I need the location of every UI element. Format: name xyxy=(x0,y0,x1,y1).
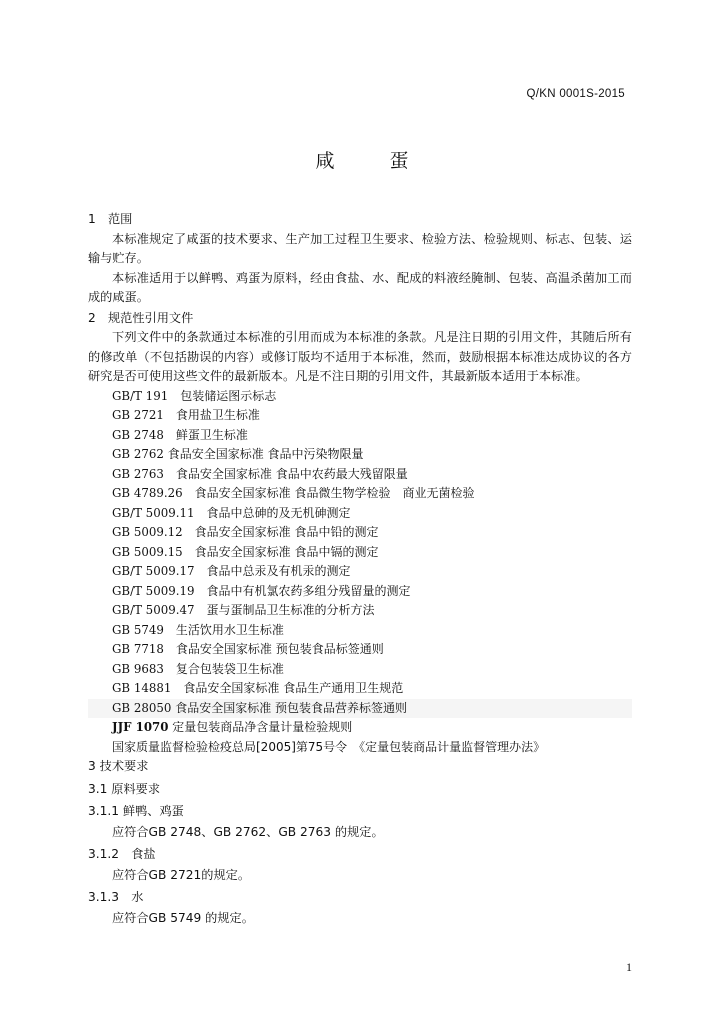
reference-code: GB 2762 xyxy=(112,447,164,461)
reference-item xyxy=(88,504,632,524)
reference-code: GB 14881 xyxy=(112,681,172,695)
references-paragraph: 下列文件中的条款通过本标准的引用而成为本标准的条款。凡是注日期的引用文件，其随后所有的修改单（不包括勘误的内容）或修订版均不适用于本标准，然而，鼓励根据本标准达成协议的各方研究是否可使用这些文件的最新版本。凡是不注日期的引用文件，其最新版本适用于本标准。 xyxy=(88,330,632,383)
reference-title: 食品中总砷的及无机砷测定 xyxy=(194,505,351,520)
reference-item xyxy=(88,523,632,543)
reference-item xyxy=(88,426,632,446)
reference-code: GB 28050 xyxy=(112,700,172,715)
document-title: 咸 蛋 xyxy=(315,150,427,172)
reference-code: GB/T 5009.17 xyxy=(112,564,195,578)
scope-paragraph-1: 本标准规定了咸蛋的技术要求、生产加工过程卫生要求、检验方法、检验规则、标志、包装、运输与贮存。 xyxy=(88,231,632,265)
requirement-water: 应符合GB 5749 的规定。 xyxy=(112,910,254,925)
reference-title: 鲜蛋卫生标准 xyxy=(163,427,248,442)
reference-code: GB 9683 xyxy=(112,661,164,676)
reference-title: 食品中有机氯农药多组分残留量的测定 xyxy=(194,583,411,598)
reference-code: GB/T 191 xyxy=(112,388,169,403)
subsection-heading-water: 3.1.3 水 xyxy=(88,890,144,904)
reference-item xyxy=(88,718,632,738)
requirement-salt: 应符合GB 2721的规定。 xyxy=(112,867,251,882)
reference-title: 国家质量监督检验检疫总局[2005]第75号令 《定量包装商品计量监督管理办法》 xyxy=(112,739,546,754)
reference-code: GB 2721 xyxy=(112,408,164,422)
reference-title: 食品安全国家标准 食品微生物学检验 商业无菌检验 xyxy=(182,486,475,500)
reference-item xyxy=(88,484,632,504)
reference-code: GB 4789.26 xyxy=(112,486,183,500)
page-number: 1 xyxy=(626,960,632,974)
reference-item xyxy=(88,445,632,465)
reference-item xyxy=(88,679,632,699)
reference-title: 蛋与蛋制品卫生标准的分析方法 xyxy=(194,603,375,617)
section-heading-scope: 1 范围 xyxy=(88,212,133,226)
reference-code: JJF 1070 xyxy=(112,720,169,734)
reference-code: GB/T 5009.19 xyxy=(112,583,195,598)
reference-item xyxy=(88,660,632,680)
reference-item xyxy=(88,406,632,426)
reference-item xyxy=(88,387,632,407)
reference-code: GB 2748 xyxy=(112,427,164,442)
document-body xyxy=(88,208,632,928)
reference-item xyxy=(88,543,632,563)
subsection-heading-eggs: 3.1.1 鲜鸭、鸡蛋 xyxy=(88,804,184,818)
reference-code: GB 7718 xyxy=(112,642,164,656)
reference-title: 食品安全国家标准 食品中农药最大残留限量 xyxy=(163,466,408,481)
reference-title: 定量包装商品净含量计量检验规则 xyxy=(168,720,353,734)
reference-item xyxy=(88,562,632,582)
scope-paragraph-2: 本标准适用于以鲜鸭、鸡蛋为原料，经由食盐、水、配成的料液经腌制、包装、高温杀菌加工而成的咸蛋。 xyxy=(88,270,632,304)
reference-title: 食品安全国家标准 食品中铅的测定 xyxy=(182,525,379,539)
subsection-heading-salt: 3.1.2 食盐 xyxy=(88,847,156,861)
reference-title: 生活饮用水卫生标准 xyxy=(163,622,284,637)
reference-code: GB 2763 xyxy=(112,466,164,481)
reference-title: 食品安全国家标准 食品中镉的测定 xyxy=(182,544,379,559)
reference-item xyxy=(88,738,632,758)
reference-title: 复合包装袋卫生标准 xyxy=(163,661,284,676)
reference-item xyxy=(88,621,632,641)
reference-item xyxy=(88,582,632,602)
section-heading-technical: 3 技术要求 xyxy=(88,759,149,773)
reference-title: 食用盐卫生标准 xyxy=(163,408,260,422)
subsection-heading-raw-materials: 3.1 原料要求 xyxy=(88,781,161,796)
reference-item xyxy=(88,601,632,621)
reference-title: 食品安全国家标准 预包装食品营养标签通则 xyxy=(171,700,408,715)
reference-title: 食品中总汞及有机汞的测定 xyxy=(194,564,351,578)
reference-title: 食品安全国家标准 食品中污染物限量 xyxy=(163,447,364,461)
requirement-eggs: 应符合GB 2748、GB 2762、GB 2763 的规定。 xyxy=(112,824,384,839)
reference-code: GB 5009.12 xyxy=(112,525,183,539)
reference-code: GB 5009.15 xyxy=(112,544,183,559)
reference-title: 食品安全国家标准 预包装食品标签通则 xyxy=(163,642,384,656)
reference-code: GB 5749 xyxy=(112,622,164,637)
reference-item xyxy=(88,640,632,660)
reference-title: 包装储运图示标志 xyxy=(168,388,277,403)
reference-item xyxy=(88,699,632,719)
reference-code: GB/T 5009.11 xyxy=(112,505,195,520)
reference-code: GB/T 5009.47 xyxy=(112,603,195,617)
reference-item xyxy=(88,465,632,485)
section-heading-references: 2 规范性引用文件 xyxy=(88,310,194,325)
reference-title: 食品安全国家标准 食品生产通用卫生规范 xyxy=(171,681,404,695)
document-number: Q/KN 0001S-2015 xyxy=(526,88,625,100)
